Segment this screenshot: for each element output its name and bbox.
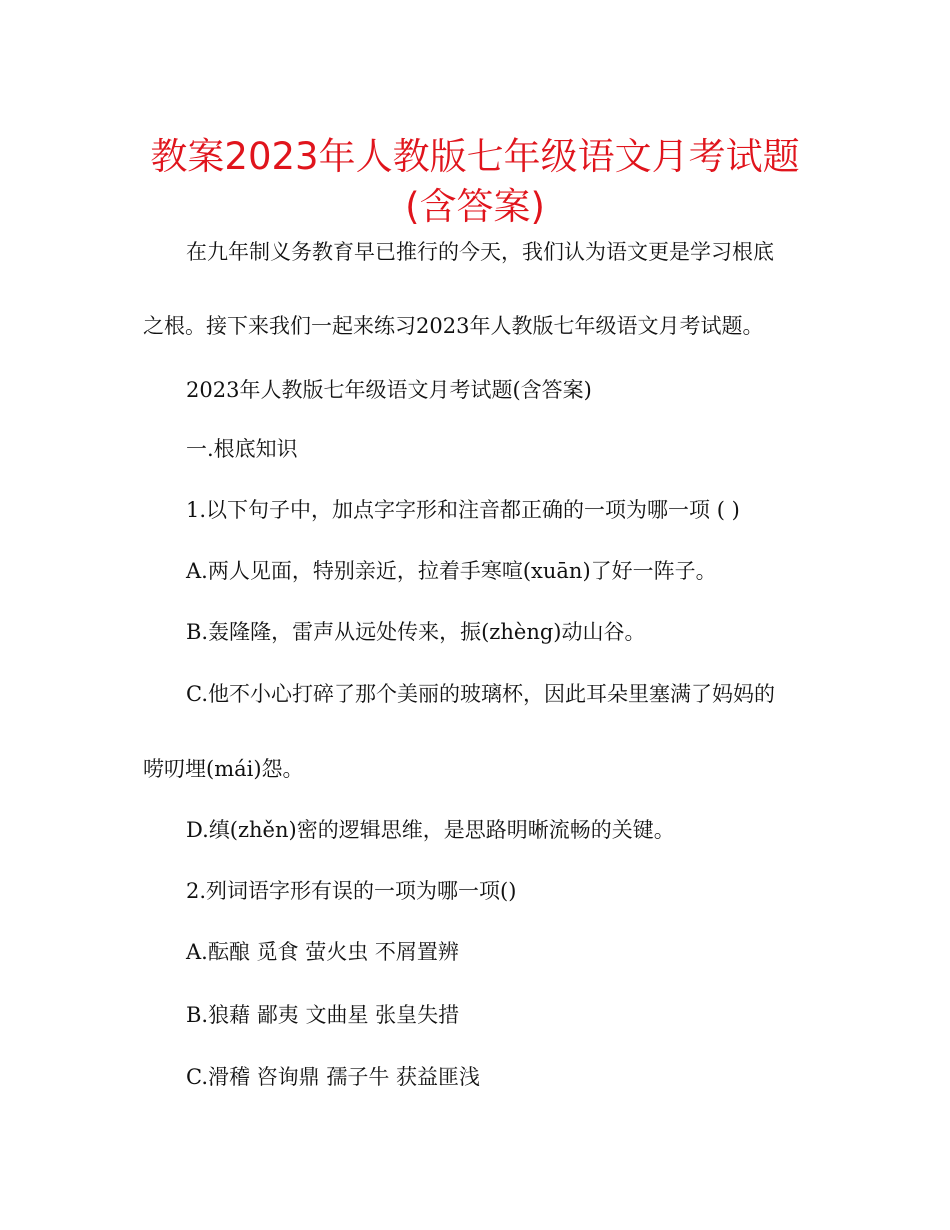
question-2: 2.列词语字形有误的一项为哪一项() [186,879,517,903]
document-title-line-1: 教案2023年人教版七年级语文月考试题 [150,135,800,178]
question-2-option-c: C.滑稽 咨询鼎 孺子牛 获益匪浅 [186,1065,481,1089]
paragraph-intro-line-2: 之根。接下来我们一起来练习2023年人教版七年级语文月考试题。 [143,314,764,338]
section-heading: 一.根底知识 [186,437,298,461]
paragraph-intro-line-1: 在九年制义务教育早已推行的今天，我们认为语文更是学习根底 [186,240,774,264]
question-1-option-b: B.轰隆隆，雷声从远处传来，振(zhèng)动山谷。 [186,620,646,644]
question-1-option-d: D.缜(zhěn)密的逻辑思维，是思路明晰流畅的关键。 [186,818,675,842]
document-title-line-2: (含答案) [405,185,545,228]
question-1: 1.以下句子中，加点字字形和注音都正确的一项为哪一项 ( ) [186,498,740,522]
question-2-option-a: A.酝酿 觅食 萤火虫 不屑置辨 [186,940,459,964]
question-2-option-b: B.狼藉 鄙夷 文曲星 张皇失措 [186,1003,460,1027]
question-1-option-c-line-1: C.他不小心打碎了那个美丽的玻璃杯，因此耳朵里塞满了妈妈的 [186,682,775,706]
question-1-option-a: A.两人见面，特别亲近，拉着手寒喧(xuān)了好一阵子。 [186,559,717,583]
question-1-option-c-line-2: 唠叨埋(mái)怨。 [143,757,304,781]
paragraph-subtitle: 2023年人教版七年级语文月考试题(含答案) [186,378,592,402]
